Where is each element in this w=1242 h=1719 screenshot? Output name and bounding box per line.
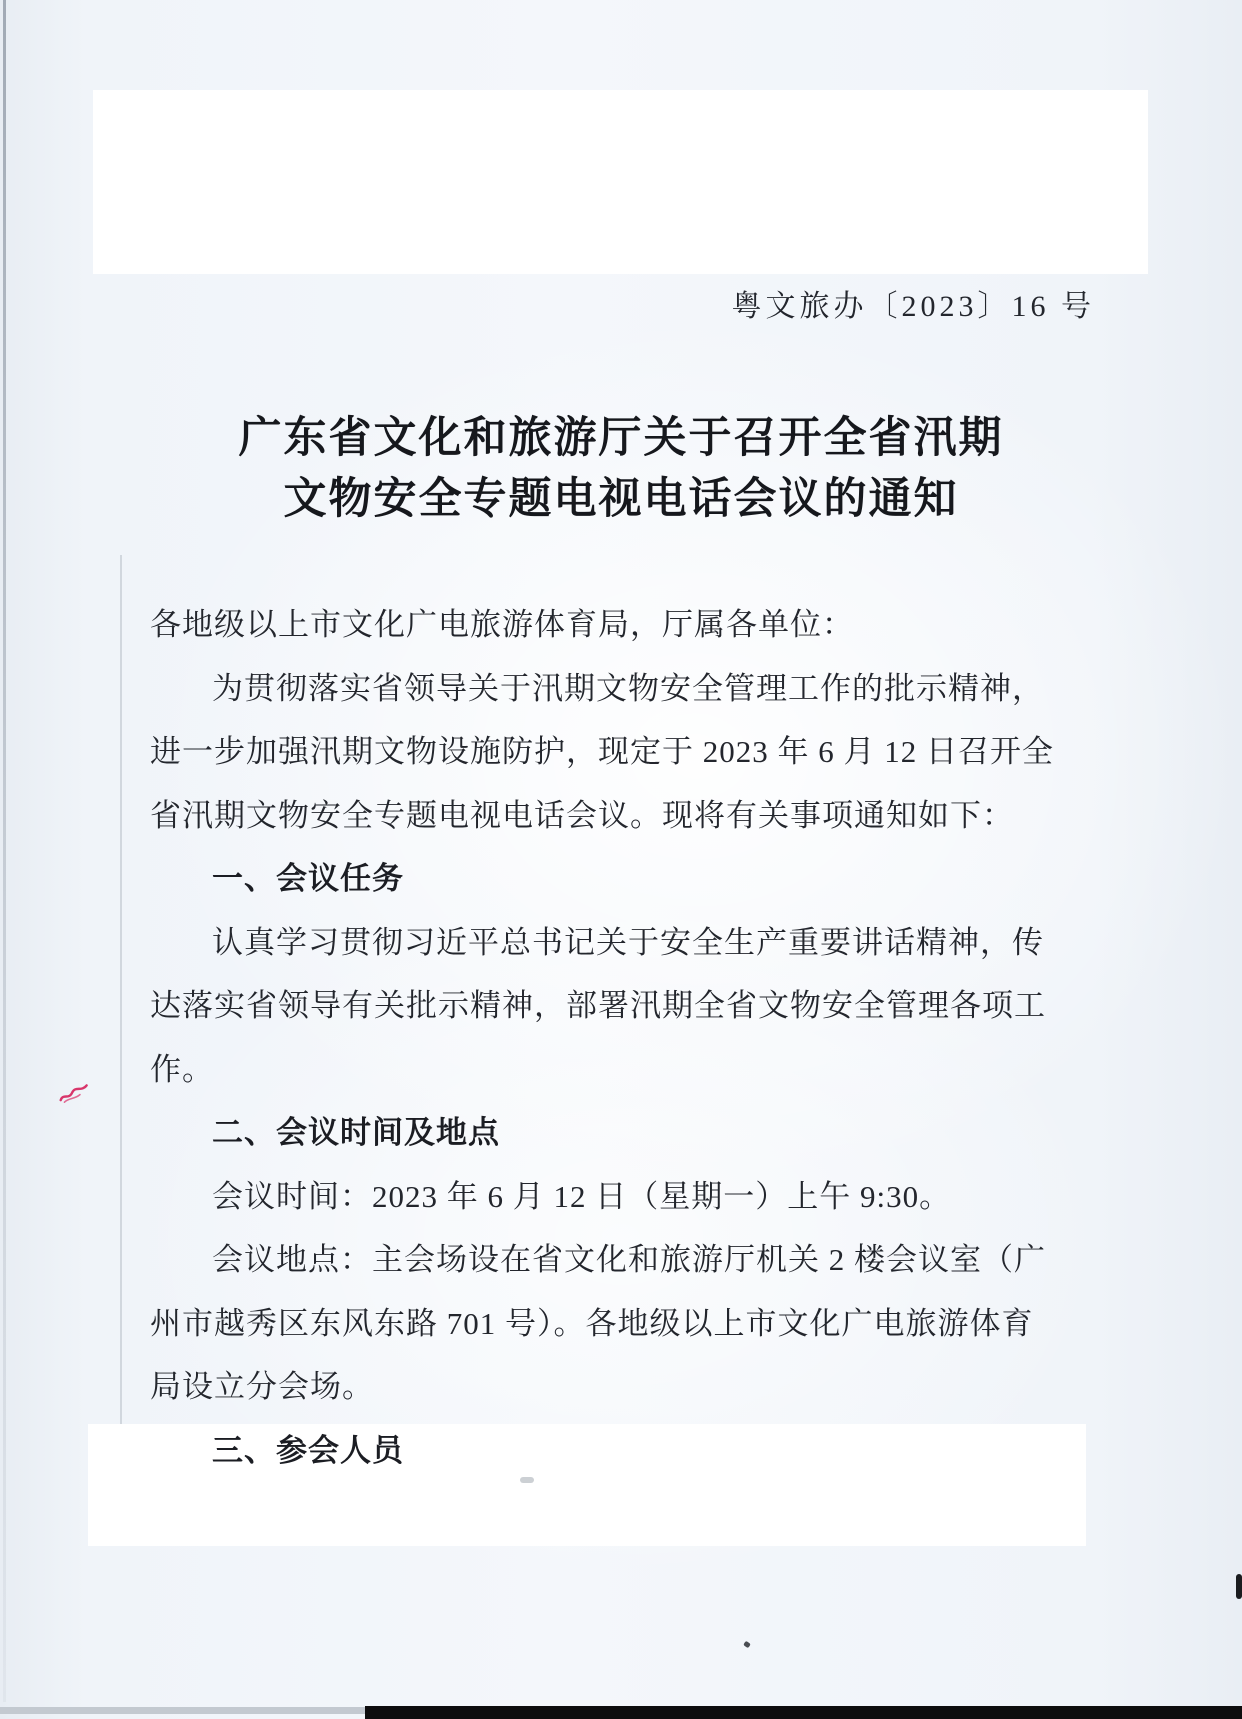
salutation-line: 各地级以上市文化广电旅游体育局，厅属各单位： xyxy=(150,607,854,642)
scan-left-edge-line xyxy=(3,0,6,1702)
body-line: 局设立分会场。 xyxy=(150,1369,374,1404)
scan-smudge xyxy=(520,1477,534,1483)
scanner-black-strip xyxy=(365,1706,1242,1719)
meeting-place-line: 会议地点：主会场设在省文化和旅游厅机关 2 楼会议室（广 xyxy=(212,1242,1046,1277)
letterhead-whiteout-box xyxy=(93,90,1148,274)
red-ink-mark xyxy=(55,1080,94,1111)
scan-edge-notch xyxy=(1236,1574,1242,1599)
body-line: 州市越秀区东风东路 701 号）。各地级以上市文化广电旅游体育 xyxy=(150,1305,1034,1341)
document-body xyxy=(150,593,1094,1482)
document-title xyxy=(130,408,1112,530)
section-heading-2: 二、会议时间及地点 xyxy=(212,1115,500,1150)
body-line: 省汛期文物安全专题电视电话会议。现将有关事项通知如下： xyxy=(150,797,1014,833)
document-title-line2: 文物安全专题电视电话会议的通知 xyxy=(283,476,959,523)
section-heading-1: 一、会议任务 xyxy=(212,861,404,896)
scanner-shadow-strip xyxy=(0,1707,365,1714)
meeting-time-line: 会议时间：2023 年 6 月 12 日（星期一）上午 9:30。 xyxy=(212,1178,952,1214)
body-line: 作。 xyxy=(150,1051,214,1087)
paper-fold-line xyxy=(120,555,122,1435)
body-line: 达落实省领导有关批示精神，部署汛期全省文物安全管理各项工 xyxy=(150,988,1046,1023)
document-title-line1: 广东省文化和旅游厅关于召开全省汛期 xyxy=(238,415,1004,462)
body-line: 进一步加强汛期文物设施防护，现定于 2023 年 6 月 12 日召开全 xyxy=(150,734,1054,769)
body-line: 认真学习贯彻习近平总书记关于安全生产重要讲话精神，传 xyxy=(212,924,1044,960)
document-number: 粤文旅办〔2023〕16 号 xyxy=(731,290,1095,323)
scan-speck xyxy=(743,1641,751,1649)
section-heading-3: 三、参会人员 xyxy=(212,1432,404,1468)
body-line: 为贯彻落实省领导关于汛期文物安全管理工作的批示精神， xyxy=(212,670,1044,706)
